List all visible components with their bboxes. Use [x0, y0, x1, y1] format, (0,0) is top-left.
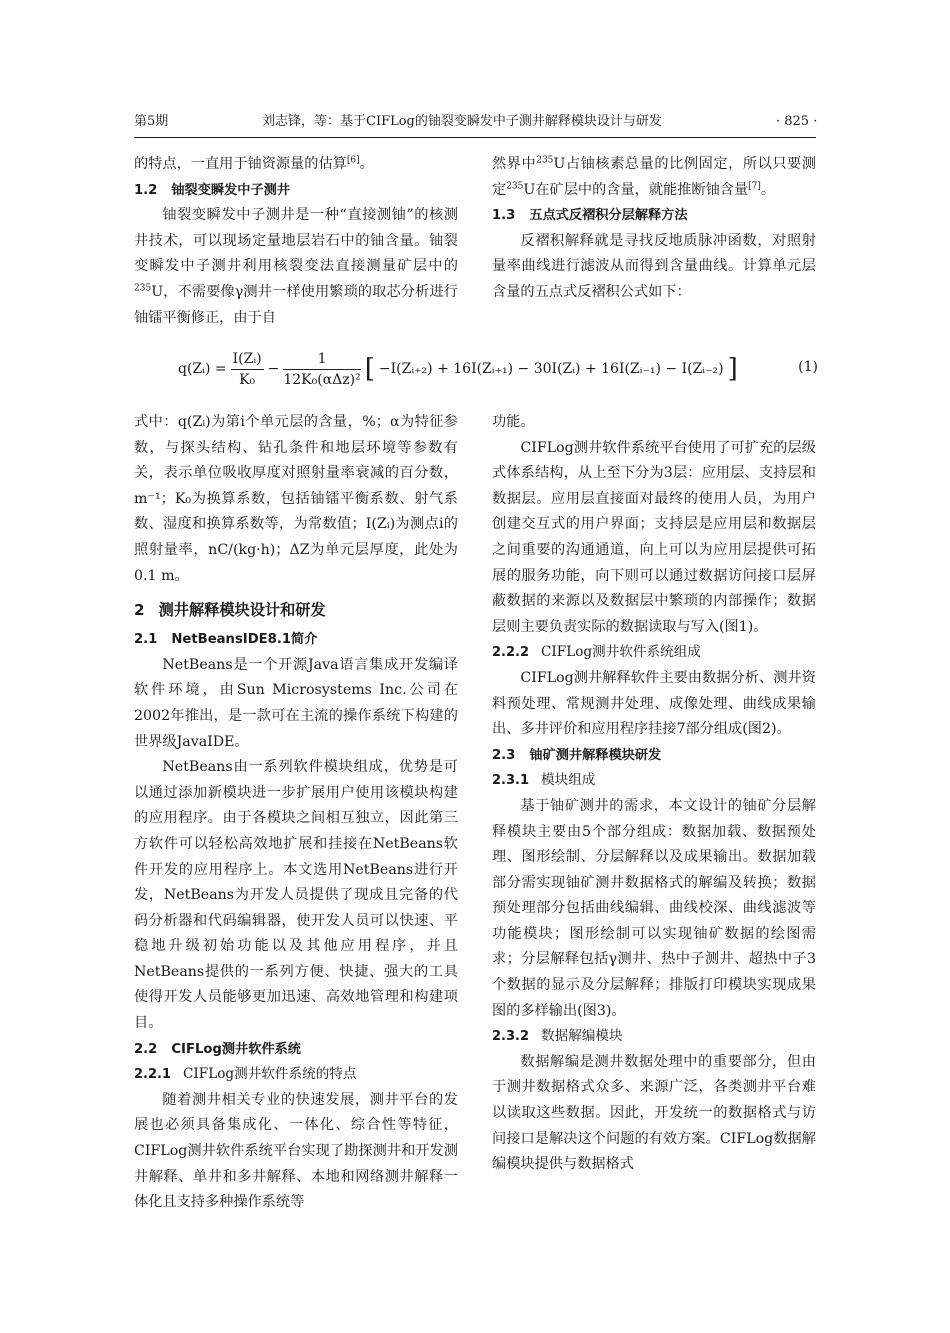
paragraph: 铀裂变瞬发中子测井是一种“直接测铀”的核测井技术，可以现场定量地层岩石中的铀含量。铀裂变瞬发中子测井利用核裂变法直接测量矿层中的$^{235}$U，不需要像γ测井一样使用繁琐的取芯分析进行铀镭平衡修正，由于自: [134, 207, 458, 326]
paragraph: 的特点，一直用于铀资源量的估算[6]。: [134, 155, 374, 172]
section-heading-2-3-2: 2.3.2 数据解编模块: [492, 1028, 623, 1045]
fraction-2: $\frac{1}{\text{12K₀(αΔz)²}}$: [283, 350, 361, 388]
paragraph: 然界中$^{235}$U占铀核素总量的比例固定，所以只要测定$^{235}$U在矿层中的含量，就能推断铀含量[7]。: [492, 155, 816, 198]
paragraph: NetBeans由一系列软件模块组成，优势是可以通过添加新模块进一步扩展用户使用该模块构建的应用程序。由于各模块之间相互独立，因此第三方软件可以轻松高效地扩展和挂接在NetBeans软件开发的应用程序上。本文选用NetBeans进行开发，NetBeans为开发人员提供了现成且完备的代码分析器和代码编辑器，使开发人员可以快速、平稳地升级初始功能以及其他应用程序，并且NetBeans提供的一系列方便、快捷、强大的工具使得开发人员能够更加迅速、高效地管理和构建项目。: [134, 759, 458, 1032]
right-column-bottom: [492, 410, 816, 1178]
section-heading-2-2-1: 2.2.1 CIFLog测井软件系统的特点: [134, 1066, 357, 1083]
paragraph: 随着测井相关专业的快速发展，测井平台的发展也必须具备集成化、一体化、综合性等特征，CIFLog测井软件系统平台实现了勘探测井和开发测井解释、单井和多井解释、本地和网络测井解释一体化且支持多种操作系统等: [134, 1091, 458, 1211]
paragraph: 数据解编是测井数据处理中的重要部分，但由于测井数据格式众多、来源广泛，各类测井平台难以读取这些数据。因此，开发统一的数据格式与访问接口是解决这个问题的有效方案。CIFLog数据解编模块提供与数据格式: [492, 1053, 816, 1173]
paragraph: CIFLog测井解释软件主要由数据分析、测井资料预处理、常规测井处理、成像处理、曲线成果输出、多井评价和应用程序挂接7部分组成(图2)。: [492, 669, 816, 738]
section-heading-2-3: 2.3 铀矿测井解释模块研发: [492, 747, 662, 763]
left-column-top: [134, 152, 458, 331]
fraction-1: $\frac{\text{I(Zᵢ)}}{\text{K₀}}$: [232, 350, 262, 388]
section-heading-1-3: 1.3 五点式反褶积分层解释方法: [492, 208, 688, 224]
equation-number: (1): [798, 359, 818, 375]
header-rule: [134, 137, 816, 138]
running-title: 刘志锋，等：基于CIFLog的铀裂变瞬发中子测井解释模块设计与研发: [262, 114, 662, 129]
paragraph: NetBeans是一个开源Java语言集成开发编译软件环境，由Sun Microsystems Inc.公司在2002年推出，是一款可在主流的操作系统下构建的世界级JavaIDE。: [134, 656, 458, 750]
right-column-top: [492, 152, 816, 306]
paragraph: 基于铀矿测井的需求，本文设计的铀矿分层解释模块主要由5个部分组成：数据加载、数据预处理、图形绘制、分层解释以及成果输出。数据加载部分需实现铀矿测井数据格式的解编及转换；数据预处理部分包括曲线编辑、曲线校深、曲线滤波等功能模块；图形绘制可以实现铀矿数据的绘图需求；分层解释包括γ测井、热中子测井、超热中子3个数据的显示及分层解释；排版打印模块实现成果图的多样输出(图3)。: [492, 797, 816, 1019]
equation-1: q(Zᵢ) = $\frac{\text{I(Zᵢ)}}{\text{K₀}}$ − $\frac{1}{\text{12K₀(αΔz)²}}$ [ −I(Zᵢ₊₂) + 16I(Zᵢ₊₁) − 30I(Zᵢ) + 16I(Zᵢ₋₁) − I(Zᵢ₋₂) ] (1): [178, 350, 818, 388]
page-number: · 825 ·: [776, 114, 818, 129]
section-heading-2-1: 2.1 NetBeansIDE8.1简介: [134, 632, 318, 648]
citation: [6]: [346, 155, 360, 166]
paragraph: 功能。: [492, 414, 535, 430]
section-heading-2-2: 2.2 CIFLog测井软件系统: [134, 1041, 301, 1057]
equation-lhs: q(Zᵢ) =: [178, 361, 227, 377]
section-heading-2-2-2: 2.2.2 CIFLog测井软件系统组成: [492, 644, 701, 661]
section-heading-2-3-1: 2.3.1 模块组成: [492, 772, 596, 789]
section-heading-2: 2 测井解释模块设计和研发: [134, 601, 326, 620]
paragraph: 式中：q(Zᵢ)为第i个单元层的含量，%；α为特征参数，与探头结构、钻孔条件和地层环境等参数有关，表示单位吸收厚度对照射量率衰减的百分数，m⁻¹；K₀为换算系数，包括铀镭平衡系数、射气系数、湿度和换算系数等，为常数值；I(Zᵢ)为测点i的照射量率，nC/(kg·h)；ΔZ为单元层厚度，此处为0.1 m。: [134, 414, 458, 584]
paragraph: 反褶积解释就是寻找反地质脉冲函数，对照射量率曲线进行滤波从而得到含量曲线。计算单元层含量的五点式反褶积公式如下：: [492, 232, 816, 300]
issue-number: 第5期: [134, 114, 169, 129]
paragraph: CIFLog测井软件系统平台使用了可扩充的层级式体系结构，从上至下分为3层：应用层、支持层和数据层。应用层直接面对最终的使用人员，为用户创建交互式的用户界面；支持层是应用层和数据层之间重要的沟通通道，向上可以为应用层提供可拓展的服务功能，向下则可以通过数据访问接口层屏蔽数据的来源以及数据层中繁琐的内部操作；数据层则主要负责实际的数据读取与写入(图1)。: [492, 439, 816, 635]
left-column-bottom: [134, 410, 458, 1216]
citation: [7]: [748, 180, 761, 191]
section-heading-1-2: 1.2 铀裂变瞬发中子测井: [134, 182, 291, 198]
bracket-body: −I(Zᵢ₊₂) + 16I(Zᵢ₊₁) − 30I(Zᵢ) + 16I(Zᵢ₋₁) − I(Zᵢ₋₂): [378, 361, 724, 377]
